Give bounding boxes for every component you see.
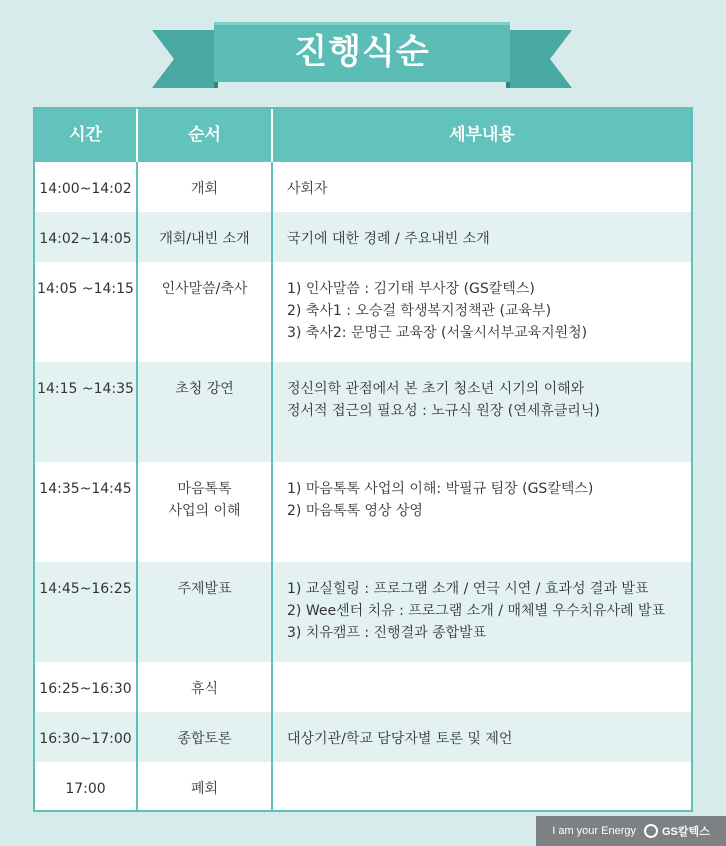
row-details	[273, 662, 691, 712]
row-details	[273, 162, 691, 212]
table-row	[35, 262, 691, 362]
table-row	[35, 562, 691, 662]
detail-line: 정서적 접근의 필요성 : 노규식 원장 (연세휴클리닉)	[287, 403, 600, 419]
row-details	[273, 762, 691, 810]
header-time: 시간	[35, 109, 138, 162]
header-order: 순서	[138, 109, 273, 162]
row-time: 14:45~16:25	[35, 562, 138, 662]
detail-line: 1) 교실힐링 : 프로그램 소개 / 연극 시연 / 효과성 결과 발표	[287, 581, 649, 597]
footer-brand-bar	[536, 816, 726, 846]
table-header	[35, 109, 691, 162]
row-details	[273, 262, 691, 362]
row-order	[138, 462, 273, 562]
table-row	[35, 462, 691, 562]
row-time: 14:15 ~14:35	[35, 362, 138, 462]
row-order	[138, 712, 273, 762]
order-text: 폐회	[190, 781, 219, 797]
row-order	[138, 562, 273, 662]
order-text: 종합토론	[177, 731, 232, 747]
row-order	[138, 762, 273, 810]
page-title: 진행식순	[294, 32, 430, 72]
table-row	[35, 212, 691, 262]
detail-line: 1) 마음톡톡 사업의 이해: 박필규 팀장 (GS칼텍스)	[287, 481, 594, 497]
detail-line: 2) Wee센터 치유 : 프로그램 소개 / 매체별 우수치유사례 발표	[287, 603, 666, 619]
order-text: 개회	[190, 181, 219, 197]
detail-line: 3) 치유캠프 : 진행결과 종합발표	[287, 625, 487, 641]
order-text: 마음톡톡	[177, 481, 232, 497]
row-time: 17:00	[35, 762, 138, 810]
detail-line: 3) 축사2: 문명근 교육장 (서울시서부교육지원청)	[287, 325, 588, 341]
schedule-table	[33, 107, 693, 812]
detail-line: 1) 인사말씀 : 김기태 부사장 (GS칼텍스)	[287, 281, 535, 297]
order-text: 개회/내빈 소개	[159, 231, 250, 247]
row-order	[138, 212, 273, 262]
order-text: 휴식	[190, 681, 219, 697]
table-row	[35, 162, 691, 212]
row-order	[138, 162, 273, 212]
order-text: 초청 강연	[175, 381, 234, 397]
header-details: 세부내용	[273, 109, 691, 162]
gs-logo-icon	[644, 824, 658, 838]
table-row	[35, 662, 691, 712]
row-order	[138, 262, 273, 362]
row-details	[273, 712, 691, 762]
row-order	[138, 362, 273, 462]
order-text: 사업의 이해	[168, 503, 241, 519]
detail-line: 2) 축사1 : 오승걸 학생복지정책관 (교육부)	[287, 303, 552, 319]
table-row	[35, 712, 691, 762]
table-row	[35, 362, 691, 462]
table-row	[35, 762, 691, 810]
row-details	[273, 562, 691, 662]
row-details	[273, 462, 691, 562]
row-time: 14:00~14:02	[35, 162, 138, 212]
row-details	[273, 362, 691, 462]
row-details	[273, 212, 691, 262]
row-time: 14:02~14:05	[35, 212, 138, 262]
footer-slogan: I am your Energy	[552, 825, 636, 837]
order-text: 주제발표	[177, 581, 232, 597]
row-time: 14:35~14:45	[35, 462, 138, 562]
row-time: 16:30~17:00	[35, 712, 138, 762]
detail-line: 정신의학 관점에서 본 초기 청소년 시기의 이해와	[287, 381, 585, 397]
detail-line: 국기에 대한 경례 / 주요내빈 소개	[287, 231, 490, 247]
row-order	[138, 662, 273, 712]
order-text: 인사말씀/축사	[161, 281, 248, 297]
detail-line: 대상기관/학교 담당자별 토론 및 제언	[287, 731, 513, 747]
detail-line: 2) 마음톡톡 영상 상영	[287, 503, 423, 519]
row-time: 16:25~16:30	[35, 662, 138, 712]
title-ribbon	[152, 22, 572, 90]
row-time: 14:05 ~14:15	[35, 262, 138, 362]
detail-line: 사회자	[287, 181, 328, 197]
footer-brand: GS칼텍스	[661, 826, 710, 838]
